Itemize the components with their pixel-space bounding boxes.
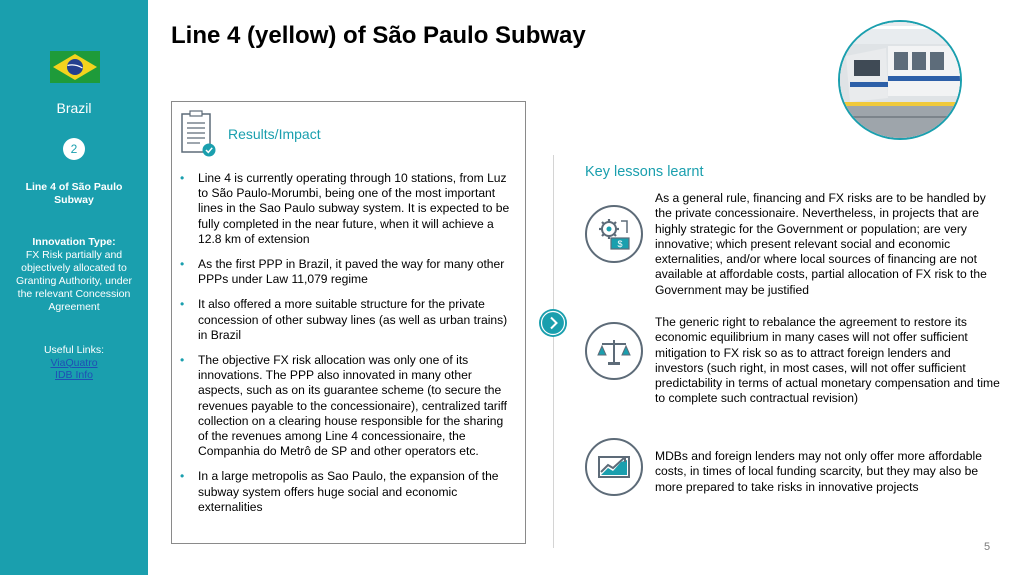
bullet-text: It also offered a more suitable structure for the private concession of other subway lines (as well as urban trains) in Brazil: [198, 297, 508, 342]
useful-links-label: Useful Links:: [43, 344, 105, 356]
bullet-icon: •: [180, 171, 185, 185]
link-viaquatro[interactable]: ViaQuatro: [50, 356, 98, 369]
chevron-right-icon: [539, 309, 567, 337]
money-gear-icon: [585, 205, 643, 263]
lessons-title: Key lessons learnt: [585, 164, 704, 180]
page-title: Line 4 (yellow) of São Paulo Subway: [171, 22, 586, 49]
list-item: [180, 469, 510, 515]
brazil-flag-icon: [50, 51, 100, 83]
link-idb-info[interactable]: IDB Info: [55, 369, 93, 381]
case-number-badge: 2: [63, 138, 85, 160]
bullet-text: As the first PPP in Brazil, it paved the way for many other PPPs under Law 11,079 regime: [198, 257, 505, 287]
list-item: [180, 297, 510, 343]
subway-train-image: [840, 22, 960, 138]
growth-chart-icon: [585, 438, 643, 496]
scales-icon: [585, 322, 643, 380]
bullet-icon: •: [180, 297, 185, 312]
lesson-text-2: The generic right to rebalance the agreement to restore its economic equilibrium in many cases will not offer sufficient mitigation to FX risk so as to attract foreign lenders and investors (such right, in most cases, will not offer sufficient predictability in terms of actual monetary compensation and time to complete such contractual revision): [655, 315, 1000, 406]
bullet-icon: •: [180, 353, 185, 368]
country-name: Brazil: [56, 100, 92, 116]
case-title: Line 4 of São Paulo Subway: [25, 181, 123, 206]
bullet-icon: •: [180, 257, 185, 272]
lesson-text-3: MDBs and foreign lenders may not only offer more affordable costs, in times of local funding scarcity, but they may also be more prepared to take risks in innovative projects: [655, 449, 982, 494]
list-item: [180, 171, 510, 247]
svg-text:$: $: [617, 239, 623, 249]
list-item: [180, 353, 510, 459]
bullet-text: The objective FX risk allocation was only one of its innovations. The PPP also innovated in many other aspects, such as on its guarantee scheme (to secure the revenues payable to the concessionaire), centralized tariff collection on a clearing house responsible for the sharing of the revenues among Line 4 concessionaire, the Companhia do Metrô de SP and other operators etc.: [198, 353, 508, 459]
section-divider: [553, 155, 554, 548]
results-impact-panel: [171, 101, 526, 544]
innovation-text: FX Risk partially and objectively allocated to Granting Authority, under the relevant Concession Agreement: [16, 249, 132, 313]
lesson-text-1: As a general rule, financing and FX risks are to be handled by the private concessionaire. Nevertheless, in projects that are highly strategic for the Government or population; are very innovative; which present relevant social and economic externalities, and/or where local sources of financing are not available at affordable costs, partial allocation of FX risk to the Government may be justified: [655, 191, 987, 297]
useful-links: [0, 344, 148, 382]
page-number: 5: [984, 541, 991, 553]
innovation-label: Innovation Type:: [32, 236, 116, 248]
sidebar: [0, 0, 148, 575]
document-check-icon: [180, 110, 216, 158]
next-arrow-button[interactable]: [539, 309, 567, 337]
bullet-text: Line 4 is currently operating through 10 stations, from Luz to São Paulo-Morumbi, being one of the most important lines in the Sao Paulo subway system. It is expected to be fully completed in the near future, when it will achieve a 12.8 km of extension: [198, 171, 510, 246]
results-bullet-list: [180, 171, 510, 525]
subway-train-photo: [838, 20, 962, 140]
list-item: [180, 257, 510, 287]
bullet-icon: •: [180, 469, 185, 484]
innovation-type: [8, 236, 140, 314]
results-title: Results/Impact: [228, 126, 321, 142]
bullet-text: In a large metropolis as Sao Paulo, the expansion of the subway system offers huge social and economic externalities: [198, 469, 499, 514]
